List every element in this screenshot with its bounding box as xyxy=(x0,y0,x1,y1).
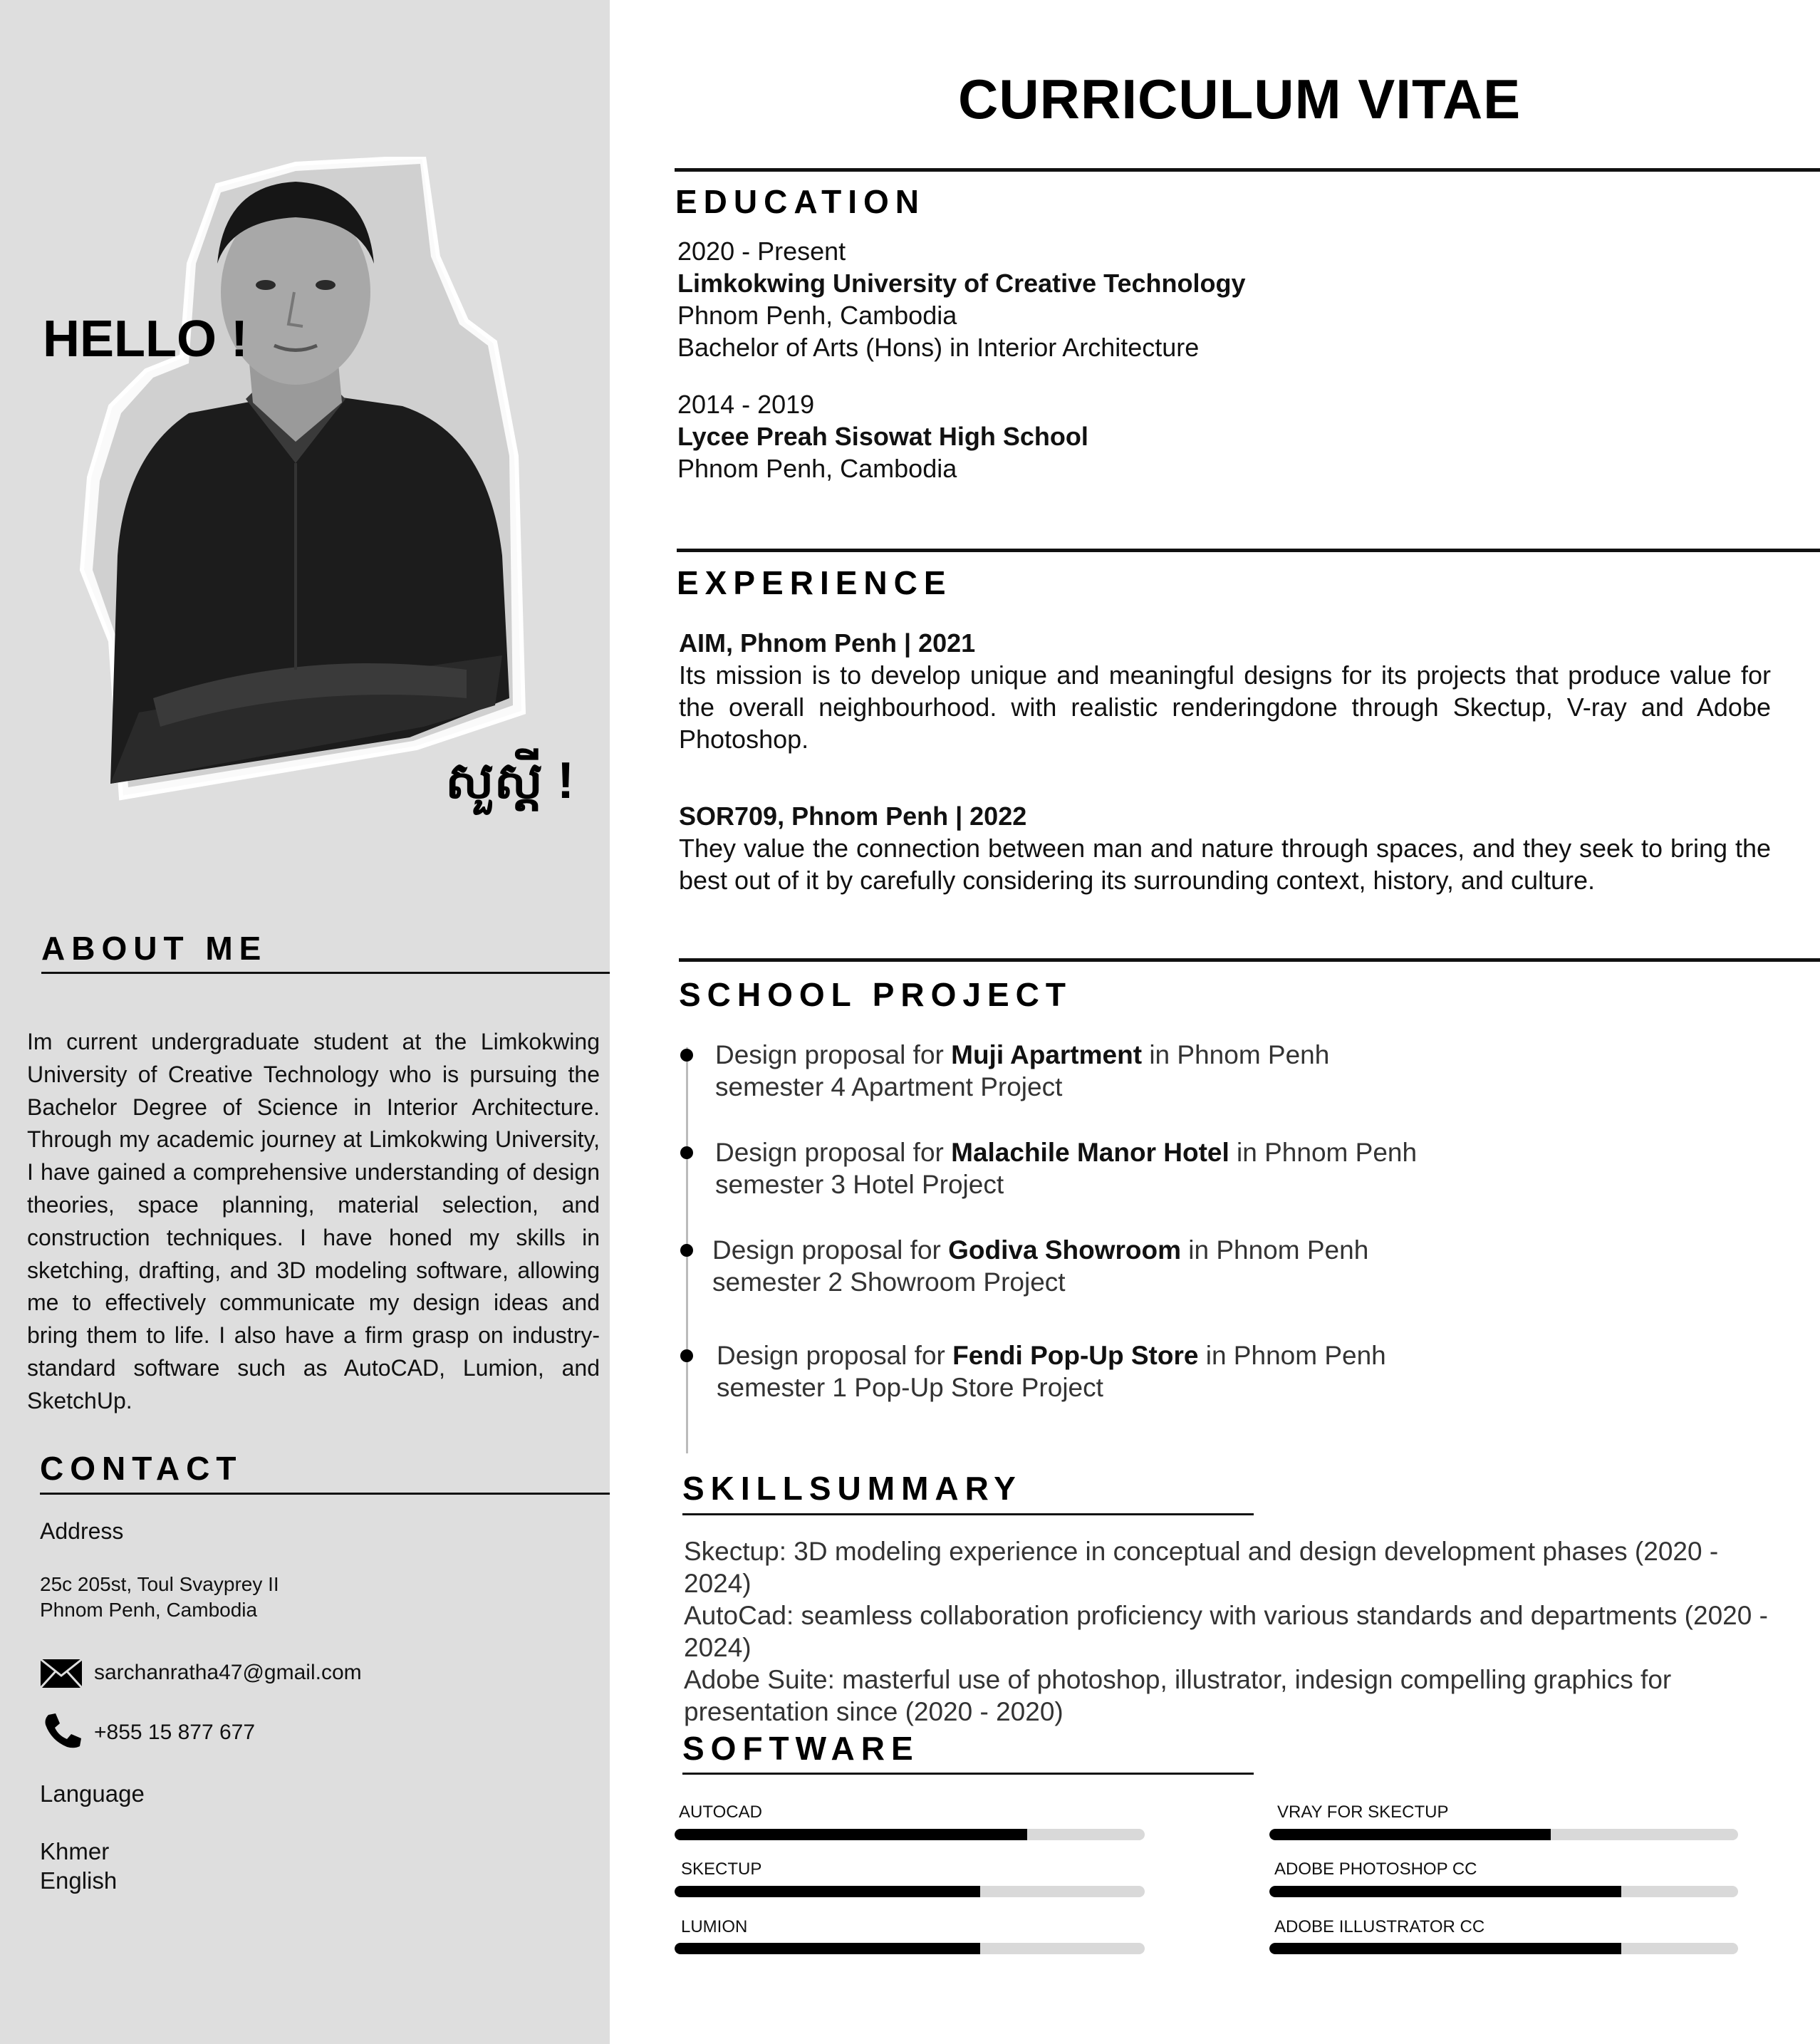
email-text[interactable]: sarchanratha47@gmail.com xyxy=(94,1661,362,1684)
education-school: Lycee Preah Sisowat High School xyxy=(677,422,1088,451)
education-heading: EDUCATION xyxy=(675,183,926,220)
software-label: SKECTUP xyxy=(681,1859,762,1879)
project-divider xyxy=(679,958,1820,962)
education-years: 2020 - Present xyxy=(677,237,846,266)
experience-title: SOR709, Phnom Penh | 2022 xyxy=(679,801,1027,831)
software-heading: SOFTWARE xyxy=(682,1730,920,1767)
project-prefix: Design proposal for xyxy=(715,1138,952,1167)
timeline-dot xyxy=(680,1244,693,1257)
project-item xyxy=(715,1136,1417,1200)
project-name: Muji Apartment xyxy=(951,1040,1143,1069)
project-sub: semester 1 Pop-Up Store Project xyxy=(717,1373,1103,1402)
contact-heading: CONTACT xyxy=(40,1450,243,1487)
experience-text: They value the connection between man and nature through spaces, and they seek to bring the best out of it by carefully considering its surrounding context, history, and culture. xyxy=(679,834,1771,895)
project-prefix: Design proposal for xyxy=(717,1341,953,1370)
skill-heading: SKILLSUMMARY xyxy=(682,1470,1022,1507)
education-school: Limkokwing University of Creative Technology xyxy=(677,269,1246,298)
page-title: CURRICULUM VITAE xyxy=(958,68,1522,130)
language-label: Language xyxy=(40,1780,145,1807)
software-label: AUTOCAD xyxy=(679,1802,762,1822)
education-location: Phnom Penh, Cambodia xyxy=(677,301,957,330)
project-suffix: in Phnom Penh xyxy=(1180,1235,1369,1265)
project-item xyxy=(712,1234,1368,1298)
software-bar-fill xyxy=(675,1886,980,1897)
project-sub: semester 4 Apartment Project xyxy=(715,1072,1063,1101)
project-item xyxy=(715,1039,1329,1103)
software-bar xyxy=(1269,1829,1738,1840)
software-bar-fill xyxy=(1269,1886,1621,1897)
about-text: Im current undergraduate student at the Limkokwing University of Creative Technology who is pursuing the Bachelor Degree of Science in Interior Architecture. Through my academic journey at Limkokwing University, I have gained a comprehensive understanding of design theories, space planning, material selection, and construction techniques. I have honed my skills in sketching, drafting, and 3D modeling software, allowing me to effectively communicate my design ideas and bring them to life. I also have a firm grasp on industry-standard software such as AutoCAD, Lumion, and SketchUp. xyxy=(27,1029,600,1413)
project-suffix: in Phnom Penh xyxy=(1229,1138,1418,1167)
software-bar-fill xyxy=(675,1829,1027,1840)
phone-icon xyxy=(43,1712,83,1749)
software-bar xyxy=(675,1829,1145,1840)
experience-entry xyxy=(679,627,1771,755)
software-bar-fill xyxy=(1269,1943,1621,1954)
software-bar-fill xyxy=(675,1943,980,1954)
envelope-icon xyxy=(40,1659,83,1688)
skill-line: Skectup: 3D modeling experience in conceptual and design development phases (2020 - 2024) xyxy=(684,1537,1719,1598)
project-heading: SCHOOL PROJECT xyxy=(679,976,1072,1013)
software-bar xyxy=(675,1886,1145,1897)
project-name: Godiva Showroom xyxy=(948,1235,1181,1265)
timeline-dot xyxy=(680,1349,693,1362)
software-divider xyxy=(682,1773,1254,1775)
profile-photo xyxy=(68,157,531,812)
project-suffix: in Phnom Penh xyxy=(1198,1341,1386,1370)
greeting-khmer: សួស្តី ! xyxy=(445,752,575,809)
address-line2: Phnom Penh, Cambodia xyxy=(40,1599,258,1621)
education-divider xyxy=(675,168,1820,172)
skill-line: AutoCad: seamless collaboration proficiency with various standards and departments (2020 - 2024) xyxy=(684,1601,1768,1662)
education-entry xyxy=(677,388,1088,484)
phone-text[interactable]: +855 15 877 677 xyxy=(94,1721,256,1744)
project-name: Fendi Pop-Up Store xyxy=(952,1341,1199,1370)
about-heading: ABOUT ME xyxy=(41,930,268,967)
software-bar-fill xyxy=(1269,1829,1551,1840)
project-sub: semester 3 Hotel Project xyxy=(715,1170,1004,1199)
timeline-dot xyxy=(680,1146,693,1159)
about-divider xyxy=(41,972,610,974)
education-entry xyxy=(677,235,1246,363)
skill-divider xyxy=(682,1513,1254,1515)
timeline-dot xyxy=(680,1049,693,1062)
project-item xyxy=(717,1339,1386,1404)
project-suffix: in Phnom Penh xyxy=(1142,1040,1330,1069)
experience-divider xyxy=(677,549,1820,552)
project-prefix: Design proposal for xyxy=(712,1235,949,1265)
project-name: Malachile Manor Hotel xyxy=(951,1138,1229,1167)
address-line1: 25c 205st, Toul Svayprey II xyxy=(40,1573,279,1595)
experience-entry xyxy=(679,800,1771,896)
project-prefix: Design proposal for xyxy=(715,1040,952,1069)
contact-divider xyxy=(40,1493,610,1495)
software-bar xyxy=(675,1943,1145,1954)
education-location: Phnom Penh, Cambodia xyxy=(677,454,957,483)
address-label: Address xyxy=(40,1518,124,1544)
software-label: ADOBE ILLUSTRATOR CC xyxy=(1274,1917,1485,1936)
software-label: VRAY FOR SKECTUP xyxy=(1277,1802,1449,1822)
skill-summary xyxy=(684,1535,1781,1728)
education-degree: Bachelor of Arts (Hons) in Interior Architecture xyxy=(677,333,1200,362)
greeting: HELLO ! xyxy=(43,311,248,368)
experience-text: Its mission is to develop unique and meaningful designs for its projects that produce value for the overall neighbourhood. with realistic renderingdone through Skectup, V-ray and Adobe Photoshop. xyxy=(679,660,1771,754)
education-years: 2014 - 2019 xyxy=(677,390,815,419)
software-bar xyxy=(1269,1943,1738,1954)
software-bar xyxy=(1269,1886,1738,1897)
project-sub: semester 2 Showroom Project xyxy=(712,1267,1066,1297)
experience-heading: EXPERIENCE xyxy=(677,564,952,601)
language-item: English xyxy=(40,1867,118,1894)
language-item: Khmer xyxy=(40,1838,110,1864)
skill-line: Adobe Suite: masterful use of photoshop, illustrator, indesign compelling graphics for presentation since (2020 - 2020) xyxy=(684,1665,1672,1726)
software-label: ADOBE PHOTOSHOP CC xyxy=(1274,1859,1477,1879)
experience-title: AIM, Phnom Penh | 2021 xyxy=(679,628,976,658)
software-label: LUMION xyxy=(681,1917,748,1936)
